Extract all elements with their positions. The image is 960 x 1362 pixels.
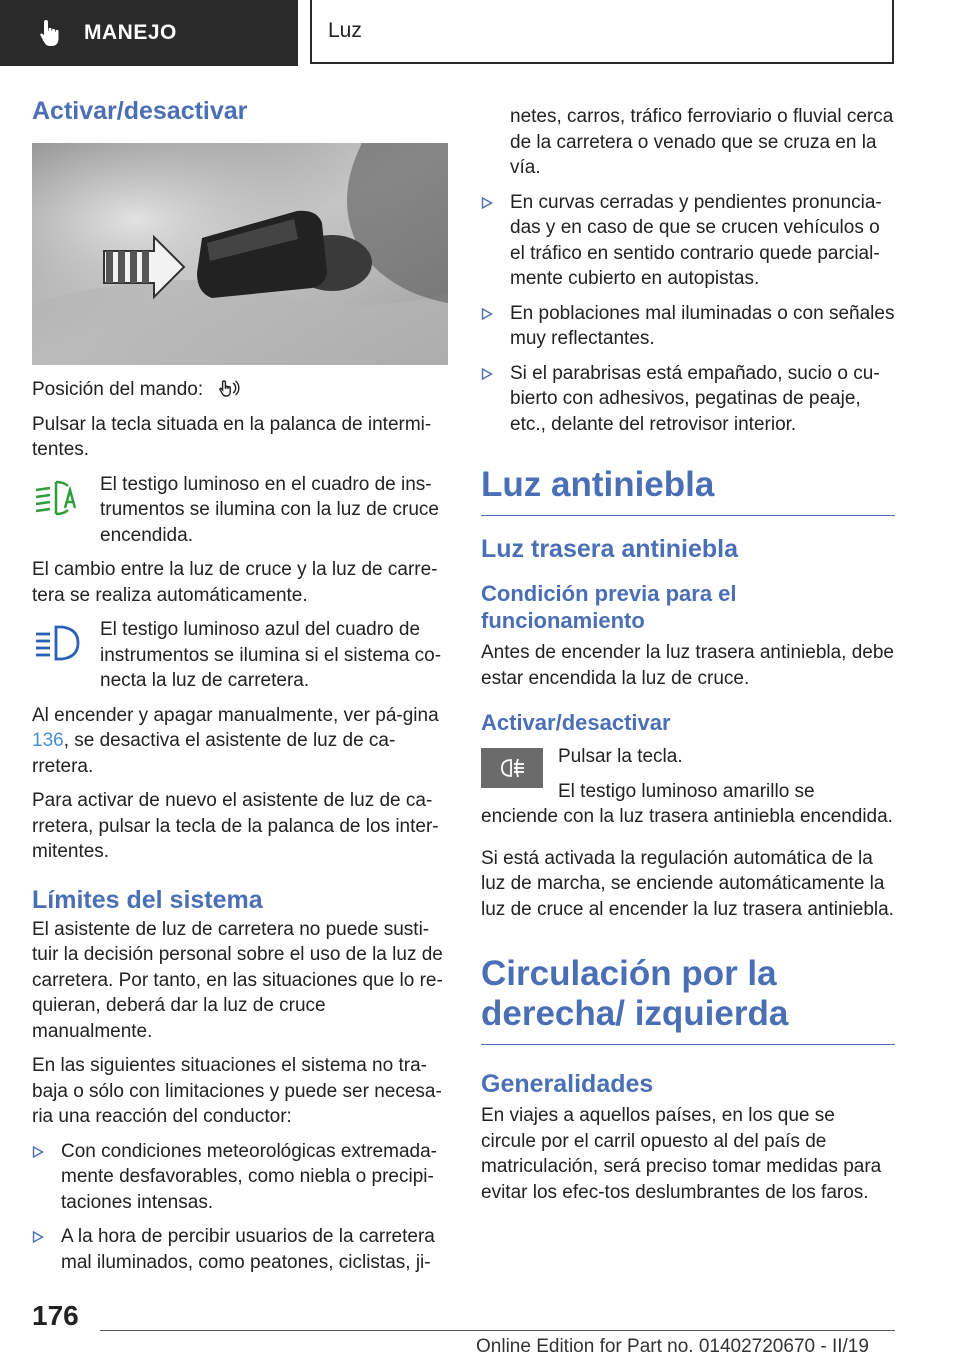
page-number: 176 xyxy=(32,1300,79,1331)
left-column xyxy=(32,96,448,1284)
siguientes-paragraph: En las siguientes situaciones el sistema no tra-baja o sólo con limitaciones y puede ser necesa-ria una reacción del conductor: xyxy=(32,1055,442,1127)
indicator-low-beam xyxy=(32,472,448,549)
cambio-paragraph: El cambio entre la luz de cruce y la luz de carre-tera se realiza automáticamente. xyxy=(32,559,438,606)
indicator-low-beam-text: El testigo luminoso en el cuadro de ins-trumentos se ilumina con la luz de cruce encendida. xyxy=(100,473,439,546)
posicion-text: Posición del mando: xyxy=(32,379,204,400)
heading-limites: Límites del sistema xyxy=(32,885,263,914)
heading-activar: Activar/desactivar xyxy=(32,97,248,125)
continued-bullet-text: netes, carros, tráfico ferroviario o fluvial cerca de la carretera o venado que se cruza en la vía. xyxy=(510,106,894,178)
triangle-bullet-icon xyxy=(32,1231,44,1243)
heading-luz-trasera: Luz trasera antiniebla xyxy=(481,535,739,563)
right-bullet-list xyxy=(481,190,895,438)
rear-fog-light-icon xyxy=(497,757,527,779)
list-item-text: A la hora de percibir usuarios de la carretera mal iluminados, como peatones, ciclistas, ji- xyxy=(61,1226,435,1273)
heading-luz-antiniebla: Luz antiniebla xyxy=(481,465,895,516)
list-item xyxy=(32,1139,448,1216)
heading-condicion: Condición previa para el funcionamiento xyxy=(481,581,737,633)
triangle-bullet-icon xyxy=(481,308,493,320)
list-item xyxy=(481,190,895,292)
hand-pointer-icon xyxy=(38,18,64,48)
high-beam-icon xyxy=(32,621,82,665)
list-item-text: Si el parabrisas está empañado, sucio o cu-bierto con adhesivos, pegatinas de peaje, etc., delante del retrovisor interior. xyxy=(510,362,880,435)
page-header xyxy=(0,0,960,66)
indicator-high-beam-text: El testigo luminoso azul del cuadro de instrumentos se ilumina si el sistema co-necta la luz de carretera. xyxy=(100,619,442,691)
heading-activar-right: Activar/desactivar xyxy=(481,710,671,735)
page-link-136[interactable]: 136 xyxy=(32,730,64,751)
encender-text-b: , se desactiva el asistente de luz de ca-rretera. xyxy=(32,730,396,777)
section-tab xyxy=(0,0,298,66)
indicator-high-beam xyxy=(32,617,448,694)
pulsar-paragraph: Pulsar la tecla situada en la palanca de intermi-tentes. xyxy=(32,413,432,460)
list-item xyxy=(481,361,895,438)
list-item xyxy=(481,301,895,352)
list-item xyxy=(32,1224,448,1275)
auto-low-beam-icon xyxy=(32,476,80,520)
viajes-paragraph: En viajes a aquellos países, en los que se circule por el carril opuesto al del país de matriculación, será preciso tomar medidas para evitar los efec-tos deslumbrantes de los faros. xyxy=(481,1105,882,1203)
activar-nuevo-paragraph: Para activar de nuevo el asistente de luz de ca-rretera, pulsar la tecla de la palanca de los inter-mitentes. xyxy=(32,790,439,862)
footer-divider xyxy=(100,1330,895,1331)
right-column xyxy=(481,104,895,1214)
list-item-text: En curvas cerradas y pendientes pronuncia-das y en caso de que se crucen vehículos o el tráfico en sentido contrario quede parcial-mente cubierto en autopistas. xyxy=(510,191,882,289)
si-activada-paragraph: Si está activada la regulación automática de la luz de marcha, se enciende automáticamente la luz de cruce al encender la luz trasera antiniebla. xyxy=(481,847,894,920)
edition-text: Online Edition for Part no. 01402720670 - II/19 xyxy=(476,1336,869,1357)
encender-text-a: Al encender y apagar manualmente, ver pá-gina xyxy=(32,704,439,726)
list-item-text: En poblaciones mal iluminadas o con señales muy reflectantes. xyxy=(510,302,895,349)
asistente-paragraph: El asistente de luz de carretera no puede susti-tuir la decisión personal sobre el uso de la luz de carretera. Por tanto, en las situaciones que lo re-quieran, deberá dar la luz de cruce manualmente. xyxy=(32,918,443,1042)
list-item-text: Con condiciones meteorológicas extremada-mente desfavorables, como niebla o precipi-taciones intensas. xyxy=(61,1140,437,1213)
triangle-bullet-icon xyxy=(481,368,493,380)
triangle-bullet-icon xyxy=(481,197,493,209)
pulsar-tecla-paragraph: Pulsar la tecla. xyxy=(558,746,683,767)
heading-circulacion: Circulación por la derecha/ izquierda xyxy=(481,954,895,1045)
rear-fog-button[interactable] xyxy=(481,748,543,788)
topic-label: Luz xyxy=(328,19,362,42)
antes-paragraph: Antes de encender la luz trasera antiniebla, debe estar encendida la luz de cruce. xyxy=(481,642,894,689)
stalk-photo xyxy=(32,143,448,365)
fog-light-block xyxy=(481,744,895,830)
stalk-position-icon xyxy=(216,378,242,398)
posicion-paragraph xyxy=(32,377,448,403)
section-label: MANEJO xyxy=(84,21,177,44)
left-bullet-list xyxy=(32,1139,448,1276)
topic-tab xyxy=(310,0,894,64)
testigo-amarillo-paragraph: El testigo luminoso amarillo se enciende con la luz trasera antiniebla encendida. xyxy=(481,780,893,827)
triangle-bullet-icon xyxy=(32,1146,44,1158)
encender-paragraph xyxy=(32,703,448,780)
heading-generalidades: Generalidades xyxy=(481,1070,654,1098)
